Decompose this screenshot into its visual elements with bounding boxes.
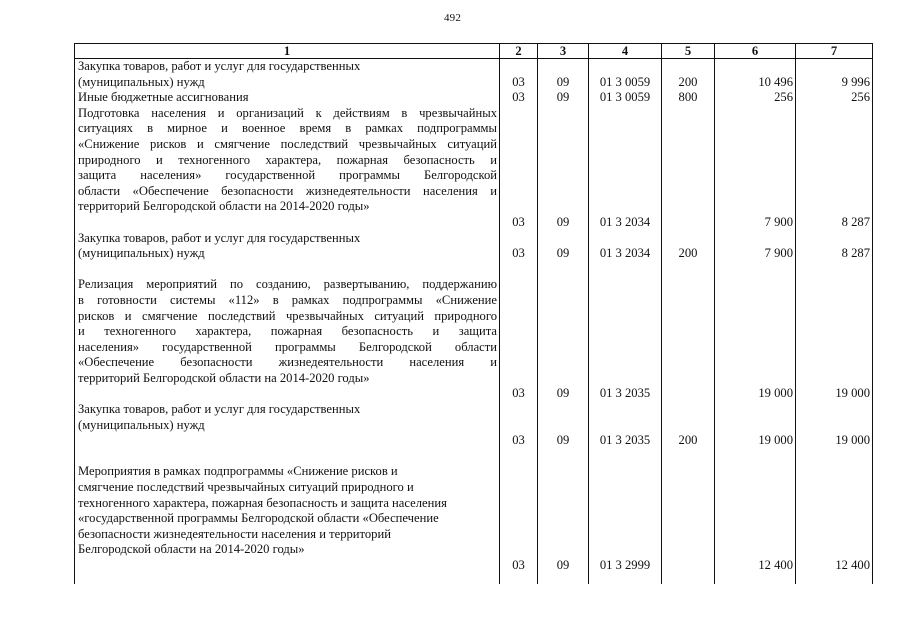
subsection-code: 09: [538, 262, 589, 402]
description-line: рисков и смягчение последствий чрезвычайных ситуаций природного: [78, 308, 497, 323]
expense-type-code: 200: [662, 231, 715, 262]
section-code: 03: [500, 90, 538, 106]
amount-year-2: 8 287: [796, 231, 873, 262]
table-row: [75, 262, 873, 402]
amount-year-2: 19 000: [796, 402, 873, 449]
description-line: населения» государственной программы Белгородской области: [78, 339, 497, 354]
description-line: техногенного характера, пожарная безопасность и защита населения: [78, 495, 447, 510]
expense-type-code: 800: [662, 90, 715, 106]
description-line: Закупка товаров, работ и услуг для государственных: [78, 402, 361, 417]
amount-year-1: 7 900: [715, 231, 796, 262]
description-line: Закупка товаров, работ и услуг для государственных: [78, 59, 361, 73]
expense-type-code: [662, 449, 715, 574]
section-code: 03: [500, 449, 538, 574]
amount-year-1: 7 900: [715, 106, 796, 231]
subsection-code: 09: [538, 59, 589, 91]
row-description: [75, 262, 500, 402]
description-line: (муниципальных) нужд: [78, 417, 205, 432]
description-line: Подготовка населения и организаций к действиям в чрезвычайных: [78, 105, 497, 120]
subsection-code: 09: [538, 449, 589, 574]
target-article-code: 01 3 2034: [589, 231, 662, 262]
section-code: 03: [500, 402, 538, 449]
section-code: 03: [500, 59, 538, 91]
table-row: [75, 90, 873, 106]
description-line: Релизация мероприятий по созданию, развертыванию, поддержанию: [78, 277, 497, 292]
column-header: 1: [75, 44, 500, 59]
expense-type-code: 200: [662, 402, 715, 449]
amount-year-1: 19 000: [715, 402, 796, 449]
description-line: защита населения» государственной программы Белгородской: [78, 168, 497, 183]
section-code: 03: [500, 106, 538, 231]
description-line: Закупка товаров, работ и услуг для государственных: [78, 230, 361, 245]
description-line: области «Обеспечение безопасности жизнедеятельности населения и: [78, 183, 497, 198]
description-line: Белгородской области на 2014-2020 годы»: [78, 542, 305, 557]
description-line: и техногенного характера, пожарная безопасность и защита: [78, 324, 497, 339]
section-code: 03: [500, 231, 538, 262]
table-body: [75, 59, 873, 584]
description-line: (муниципальных) нужд: [78, 246, 205, 261]
description-line: «Снижение рисков и смягчение последствий чрезвычайных ситуаций: [78, 136, 497, 151]
target-article-code: 01 3 2035: [589, 402, 662, 449]
description-line: «Обеспечение безопасности жизнедеятельности населения и: [78, 355, 497, 370]
description-line: (муниципальных) нужд: [78, 74, 205, 89]
expense-type-code: 200: [662, 59, 715, 91]
amount-year-2: 12 400: [796, 449, 873, 574]
amount-year-2: 19 000: [796, 262, 873, 402]
page-number: 492: [443, 12, 462, 24]
description-line: в готовности системы «112» в рамках подпрограммы «Снижение: [78, 292, 497, 307]
amount-year-1: 10 496: [715, 59, 796, 91]
description-line: смягчение последствий чрезвычайных ситуаций природного и: [78, 480, 414, 495]
row-description: [75, 59, 500, 91]
subsection-code: 09: [538, 231, 589, 262]
column-header: 2: [500, 44, 538, 59]
amount-year-1: 12 400: [715, 449, 796, 574]
description-line: Мероприятия в рамках подпрограммы «Снижение рисков и: [78, 464, 398, 479]
description-line: природного и техногенного характера, пожарная безопасность и: [78, 152, 497, 167]
description-line: территорий Белгородской области на 2014-2020 годы»: [78, 199, 370, 214]
amount-year-2: 9 996: [796, 59, 873, 91]
row-description: [75, 449, 500, 574]
amount-year-1: 256: [715, 90, 796, 106]
row-description: [75, 106, 500, 231]
expense-type-code: [662, 262, 715, 402]
target-article-code: 01 3 0059: [589, 90, 662, 106]
table-row: [75, 402, 873, 449]
column-header: 4: [589, 44, 662, 59]
row-description: [75, 231, 500, 262]
description-line: «государственной программы Белгородской области «Обеспечение: [78, 511, 439, 526]
target-article-code: 01 3 2999: [589, 449, 662, 574]
description-line: ситуациях в мирное и военное время в рамках подпрограммы: [78, 121, 497, 136]
column-header: 3: [538, 44, 589, 59]
table-row: [75, 106, 873, 231]
amount-year-1: 19 000: [715, 262, 796, 402]
target-article-code: 01 3 0059: [589, 59, 662, 91]
row-description: [75, 90, 500, 106]
table-row: [75, 59, 873, 91]
table-continuation: [75, 574, 873, 584]
row-description: [75, 402, 500, 449]
description-line: Иные бюджетные ассигнования: [78, 90, 249, 105]
subsection-code: 09: [538, 106, 589, 231]
target-article-code: 01 3 2035: [589, 262, 662, 402]
target-article-code: 01 3 2034: [589, 106, 662, 231]
section-code: 03: [500, 262, 538, 402]
budget-table: [74, 43, 873, 584]
subsection-code: 09: [538, 402, 589, 449]
description-line: безопасности жизнедеятельности населения и территорий: [78, 526, 391, 541]
column-header: 5: [662, 44, 715, 59]
amount-year-2: 256: [796, 90, 873, 106]
subsection-code: 09: [538, 90, 589, 106]
header-row: [75, 44, 873, 59]
table-row: [75, 449, 873, 574]
column-header: 7: [796, 44, 873, 59]
column-header: 6: [715, 44, 796, 59]
table-row: [75, 231, 873, 262]
description-line: территорий Белгородской области на 2014-2020 годы»: [78, 370, 370, 385]
amount-year-2: 8 287: [796, 106, 873, 231]
expense-type-code: [662, 106, 715, 231]
